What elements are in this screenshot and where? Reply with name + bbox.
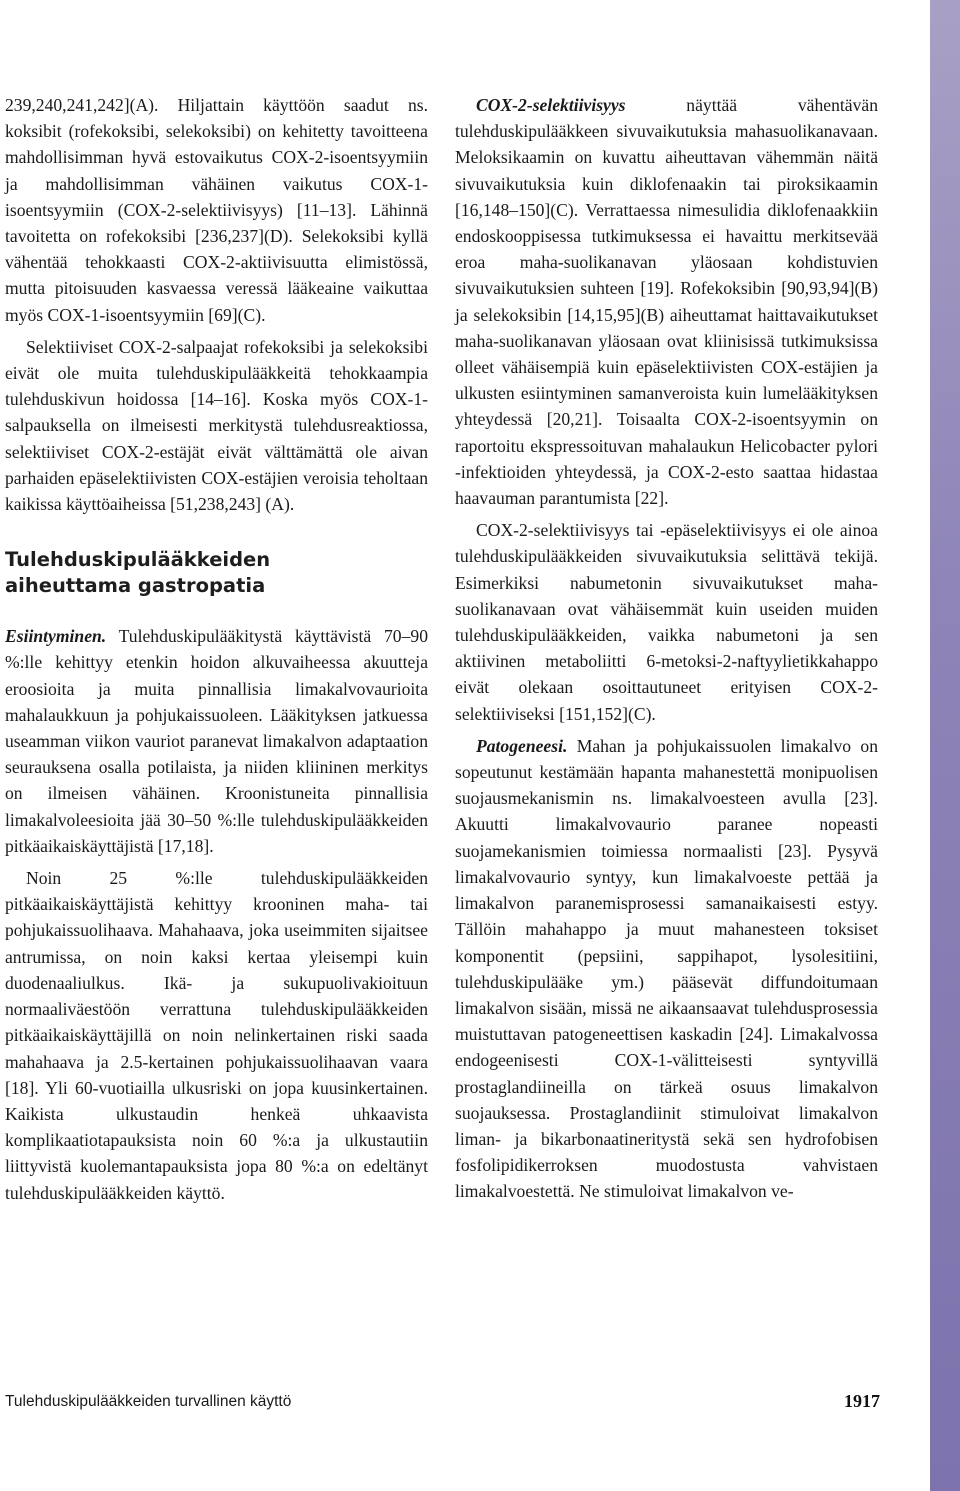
- left-paragraph-3: [5, 623, 428, 859]
- run-in-heading-patogeneesi: Patogeneesi.: [476, 735, 568, 756]
- right-paragraph-1: [455, 92, 878, 511]
- left-paragraph-3-text: Tulehduskipulääkitystä käyttävistä 70–90 %:lle kehittyy etenkin hoidon alkuvaiheessa akuutteja eroosioita ja muita pinnallisia limakalvovaurioita mahalaukkuun ja pohjukaissuoleen. Lääkityksen jatkuessa useamman viikon vauriot paranevat limakalvon adaptaation seurauksena osalla potilaista, ja niiden kliininen merkitys on ilmeisen vähäinen. Kroonistuneita pinnallisia limakalvoleesioita jää 30–50 %:lle tulehduskipulääkkeiden pitkäaikaiskäyttäjistä [17,18].: [5, 626, 428, 856]
- right-paragraph-3: [455, 733, 878, 1205]
- right-paragraph-2: COX-2-selektiivisyys tai -epäselektiivisyys ei ole ainoa tulehduskipulääkkeiden sivuvaikutuksia selittävä tekijä. Esimerkiksi nabumetonin sivuvaikutukset maha-suolikanavaan ovat vähäisemmät kuin useiden muiden tulehduskipulääkkeiden, vaikka nabumetoni ja sen aktiivinen metaboliitti 6-metoksi-2-naftyylietikkahappo eivät olekaan osoittautuneet erityisen COX-2-selektiiviseksi [151,152](C).: [455, 520, 878, 724]
- section-heading: [5, 547, 428, 599]
- run-in-heading-esiintyminen: Esiintyminen.: [5, 626, 107, 647]
- left-column: [5, 92, 428, 1206]
- left-paragraph-1: 239,240,241,242](A). Hiljattain käyttöön saadut ns. koksibit (rofekoksibi, selekoksibi) on kehitetty tavoitteena mahdollisimman hyvä estovaikutus COX-2-isoentsyymiin ja mahdollisimman vähäinen vaikutus COX-1-isoentsyymiin (COX-2-selektiivisyys) [11–13]. Lähinnä tavoitetta on rofekoksibi [236,237](D). Selekoksibi kyllä vähentää tehokkaasti COX-2-aktiivisuutta elimistössä, mutta pitoisuuden kasvaessa veressä lääkeaine vaikuttaa myös COX-1-isoentsyymiin [69](C).: [5, 95, 428, 325]
- page-footer: [5, 1393, 880, 1417]
- section-heading-line-1: Tulehduskipulääkkeiden: [5, 548, 271, 572]
- section-heading-line-2: aiheuttama gastropatia: [5, 574, 266, 598]
- left-paragraph-2: Selektiiviset COX-2-salpaajat rofekoksibi ja selekoksibi eivät ole muita tulehduskipulääkkeitä tehokkaampia tulehduskivun hoidossa [14–16]. Koska myös COX-1-salpauksella on ilmeisesti merkitystä tulehdusreaktiossa, selektiiviset COX-2-estäjät eivät välttämättä ole aivan parhaiden epäselektiivisten COX-estäjien veroisia teholtaan kaikissa käyttöaiheissa [51,238,243] (A).: [5, 336, 428, 515]
- footer-running-title: Tulehduskipulääkkeiden turvallinen käyttö: [5, 1393, 292, 1410]
- left-paragraph-4: Noin 25 %:lle tulehduskipulääkkeiden pitkäaikaiskäyttäjistä kehittyy krooninen maha- tai pohjukaissuolihaava. Mahahaava, joka useimmiten sijaitsee antrumissa, on noin kaksi kertaa yleisempi kuin duodenaaliulkus. Ikä- ja sukupuolivakioituun normaaliväestöön verrattuna tulehduskipulääkkeiden pitkäaikaiskäyttäjillä on noin nelinkertainen riski saada mahahaava ja 2.5-kertainen pohjukaissuolihaavan vaara [18]. Yli 60-vuotiailla ulkusriski on jopa kuusinkertainen. Kaikista ulkustaudin henkeä uhkaavista komplikaatiotapauksista noin 60 %:a ja ulkustautiin liittyvistä kuolemantapauksista jopa 80 %:a on edeltänyt tulehduskipulääkkeiden käyttö.: [5, 868, 428, 1203]
- right-paragraph-3-text: Mahan ja pohjukaissuolen limakalvo on sopeutunut kestämään hapanta mahanestettä monipuolisen suojausmekanismin ns. limakalvoesteen avulla [23]. Akuutti limakalvovaurio paranee nopeasti suojamekanismien toimiessa normaalisti [23]. Pysyvä limakalvovaurio syntyy, kun limakalvoeste pettää ja limakalvon paranemisprosessi samanaikaisesti estyy. Tällöin mahahappo ja muut mahanesteen toksiset komponentit (pepsiini, sappihapot, lysolesitiini, tulehduskipulääke ym.) pääsevät diffundoitumaan limakalvon sisään, missä ne aikaansaavat tulehdusprosessia muistuttavan patogeneettisen kaskadin [24]. Limakalvossa endogeenisesti COX-1-välitteisesti syntyvillä prostaglandiineilla on tärkeä osuus limakalvon suojauksessa. Prostaglandiinit stimuloivat limakalvon liman- ja bikarbonaatineritystä sekä sen hydrofobisen fosfolipidikerroksen muodostusta vahvistaen limakalvoestettä. Ne stimuloivat limakalvon ve-: [455, 735, 878, 1202]
- page-number: 1917: [844, 1391, 880, 1411]
- right-column: [455, 92, 878, 1205]
- page-edge-strip: [930, 0, 960, 1491]
- right-paragraph-1-text: näyttää vähentävän tulehduskipulääkkeen sivuvaikutuksia mahasuolikanavaan. Meloksikaamin on kuvattu aiheuttavan vähemmän näitä sivuvaikutuksia kuin diklofenaakin tai piroksikaamin [16,148–150](C). Verrattaessa nimesulidia diklofenaakkiin endoskooppisessa tutkimuksessa ei havaittu merkitsevää eroa maha-suolikanavan yläosaan kohdistuvien sivuvaikutuksien suhteen [19]. Rofekoksibin [90,93,94](B) ja selekoksibin [14,15,95](B) aiheuttamat haittavaikutukset maha-suolikanavan yläosaan ovat kliinisissä tutkimuksissa olleet vähäisempiä kuin epäselektiivisten COX-estäjien ja ulkusten esiintyminen samanveroista kuin lumelääkityksen yhteydessä [20,21]. Toisaalta COX-2-isoentsyymin on raportoitu ekspressoituvan mahalaukun Helicobacter pylori -infektioiden yhteydessä, ja COX-2-esto saattaa hidastaa haavauman parantumista [22].: [455, 95, 878, 509]
- run-in-heading-cox2: COX-2-selektiivisyys: [476, 95, 626, 115]
